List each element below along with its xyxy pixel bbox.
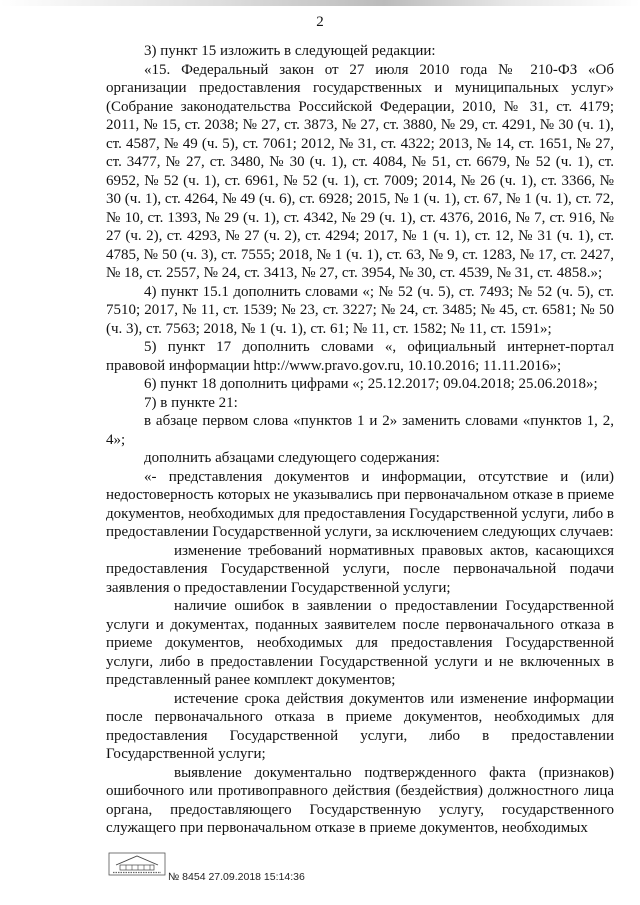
paragraph: изменение требований нормативных правовых актов, касающихся предоставления Государственной услуги, после первоначальной подачи заявления о предоставлении Государственной услуги; xyxy=(106,542,614,596)
page-number: 2 xyxy=(316,14,324,30)
paragraph: «- представления документов и информации, отсутствие и (или) недостоверность которых не указывались при первоначальном отказе в приеме документов, необходимых для предоставления Государственной услуги, либо в предоставлении Государственной услуги, за исключением следующих случаев: xyxy=(106,468,614,540)
paragraph: 3) пункт 15 изложить в следующей редакции: xyxy=(144,43,436,59)
paragraph: выявление документально подтвержденного факта (признаков) ошибочного или противоправного действия (бездействия) должностного лица органа, предоставляющего Государственную услугу, государственного служащего при первоначальном отказе в приеме документов, необходимых xyxy=(106,764,614,836)
document-body xyxy=(106,42,614,838)
paragraph: «15. Федеральный закон от 27 июля 2010 года № 210-ФЗ «Об организации предоставления государственных и муниципальных услуг» (Собрание законодательства Российской Федерации, 2010, № 31, ст. 4179; 2011, № 15, ст. 2038; № 27, ст. 3873, № 27, ст. 3880, № 29, ст. 4291, № 30 (ч. 1), ст. 4587, № 49 (ч. 5), ст. 7061; 2012, № 31, ст. 4322; 2013, № 14, ст. 1651, № 27, ст. 3477, № 27, ст. 3480, № 30 (ч. 1), ст. 4084, № 51, ст. 6679, № 52 (ч. 1), ст. 6952, № 52 (ч. 1), ст. 6961, № 52 (ч. 1), ст. 7009; 2014, № 26 (ч. 1), ст. 3366, № 30 (ч. 1), ст. 4264, № 49 (ч. 6), ст. 6928; 2015, № 1 (ч. 1), ст. 67, № 1 (ч. 1), ст. 72, № 10, ст. 1393, № 29 (ч. 1), ст. 4342, № 29 (ч. 1), ст. 4376, 2016, № 7, ст. 916, № 27 (ч. 2), ст. 4293, № 27 (ч. 2), ст. 4294; 2017, № 1 (ч. 1), ст. 12, № 31 (ч. 1), ст. 4785, № 50 (ч. 3), ст. 7555; 2018, № 1 (ч. 1), ст. 63, № 9, ст. 1283, № 17, ст. 2427, № 18, ст. 2557, № 24, ст. 3413, № 27, ст. 3954, № 30, ст. 4539, № 31, ст. 4858.»; xyxy=(106,61,614,281)
paragraph: 4) пункт 15.1 дополнить словами «; № 52 (ч. 5), ст. 7493; № 52 (ч. 5), ст. 7510; 2017, № 11, ст. 1539; № 23, ст. 3227; № 24, ст. 3485; № 45, ст. 6581; № 50 (ч. 3), ст. 7563; 2018, № 1 (ч. 1), ст. 61; № 11, ст. 1582; № 11, ст. 1591»; xyxy=(106,283,614,337)
paragraph: 6) пункт 18 дополнить цифрами «; 25.12.2017; 09.04.2018; 25.06.2018»; xyxy=(144,376,598,392)
archive-stamp-icon xyxy=(108,852,166,876)
paragraph: дополнить абзацами следующего содержания: xyxy=(144,450,440,466)
paragraph: 5) пункт 17 дополнить словами «, официальный интернет-портал правовой информации http://www.pravo.gov.ru, 10.10.2016; 11.11.2016»; xyxy=(106,339,614,374)
registration-footer: № 8454 27.09.2018 15:14:36 xyxy=(168,871,305,883)
scan-edge xyxy=(0,0,640,6)
paragraph: наличие ошибок в заявлении о предоставлении Государственной услуги и документах, поданных заявителем после первоначального отказа в приеме документов, необходимых для предоставления Государственной услуги, либо в предоставлении Государственной услуги и не включенных в представленный ранее комплект документов; xyxy=(106,598,614,688)
paragraph: истечение срока действия документов или изменение информации после первоначального отказа в приеме документов, необходимых для предоставления Государственной услуги, либо в предоставлении Государственной услуги; xyxy=(106,690,614,762)
paragraph: 7) в пункте 21: xyxy=(144,394,238,411)
paragraph: в абзаце первом слова «пунктов 1 и 2» заменить словами «пунктов 1, 2, 4»; xyxy=(106,413,614,448)
